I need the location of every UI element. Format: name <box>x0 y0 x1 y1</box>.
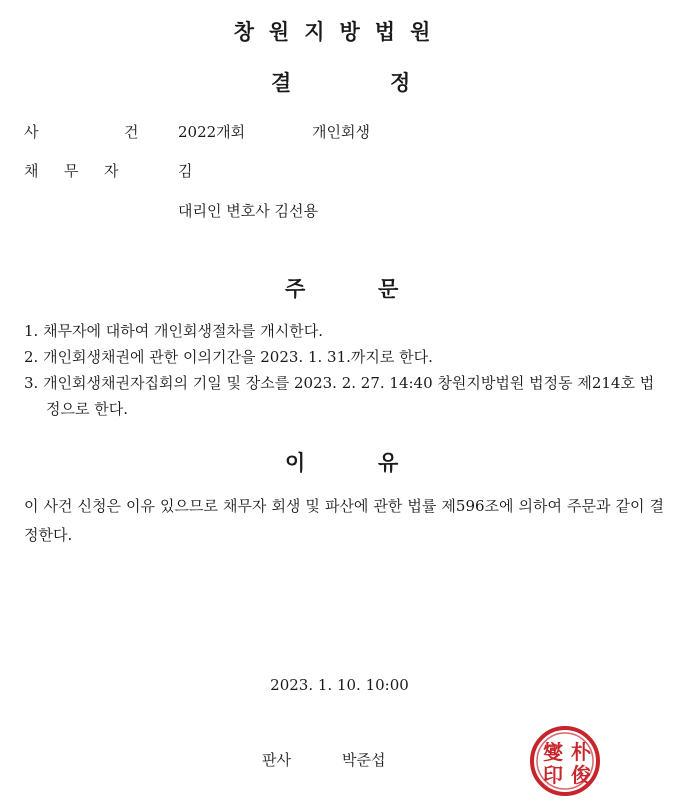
order-item: 2. 개인회생채권에 관한 이의기간을 2023. 1. 31.까지로 한다. <box>24 348 433 366</box>
case-type: 개인회생 <box>312 123 370 141</box>
judge-title: 판사 <box>262 751 291 769</box>
decision-heading-part-1: 결 <box>271 71 292 95</box>
court-name: 창원지방법원 <box>233 20 446 44</box>
reason-heading-part-1: 이 <box>285 451 306 475</box>
debtor-representative: 대리인 변호사 김선용 <box>178 202 318 220</box>
seal-char: 印 <box>543 763 563 787</box>
seal-char: 俊 <box>571 763 591 787</box>
case-label: 사 건 <box>24 123 139 141</box>
order-item: 3. 개인회생채권자집회의 기일 및 장소를 2023. 2. 27. 14:40 창원지방법원 법정동 제214호 법정으로 한다. <box>24 374 655 418</box>
case-number: 2022개회 <box>178 123 246 141</box>
seal-char: 朴 <box>571 740 591 764</box>
judge-name: 박준섭 <box>342 751 386 769</box>
debtor-label: 채 무 자 <box>24 162 119 180</box>
order-heading-part-2: 문 <box>378 277 399 301</box>
order-heading-part-1: 주 <box>285 277 306 301</box>
order-item: 1. 채무자에 대하여 개인회생절차를 개시한다. <box>24 322 323 340</box>
order-list <box>24 318 664 422</box>
seal-char: 燮 <box>543 740 563 764</box>
decision-date: 2023. 1. 10. 10:00 <box>270 676 409 694</box>
decision-heading-part-2: 정 <box>390 71 411 95</box>
reason-heading-part-2: 유 <box>378 451 399 475</box>
debtor-name: 김 <box>178 162 193 180</box>
judge-seal-icon <box>527 722 603 800</box>
reason-text: 이 사건 신청은 이유 있으므로 채무자 회생 및 파산에 관한 법률 제596조에 의하여 주문과 같이 결정한다. <box>24 497 664 544</box>
